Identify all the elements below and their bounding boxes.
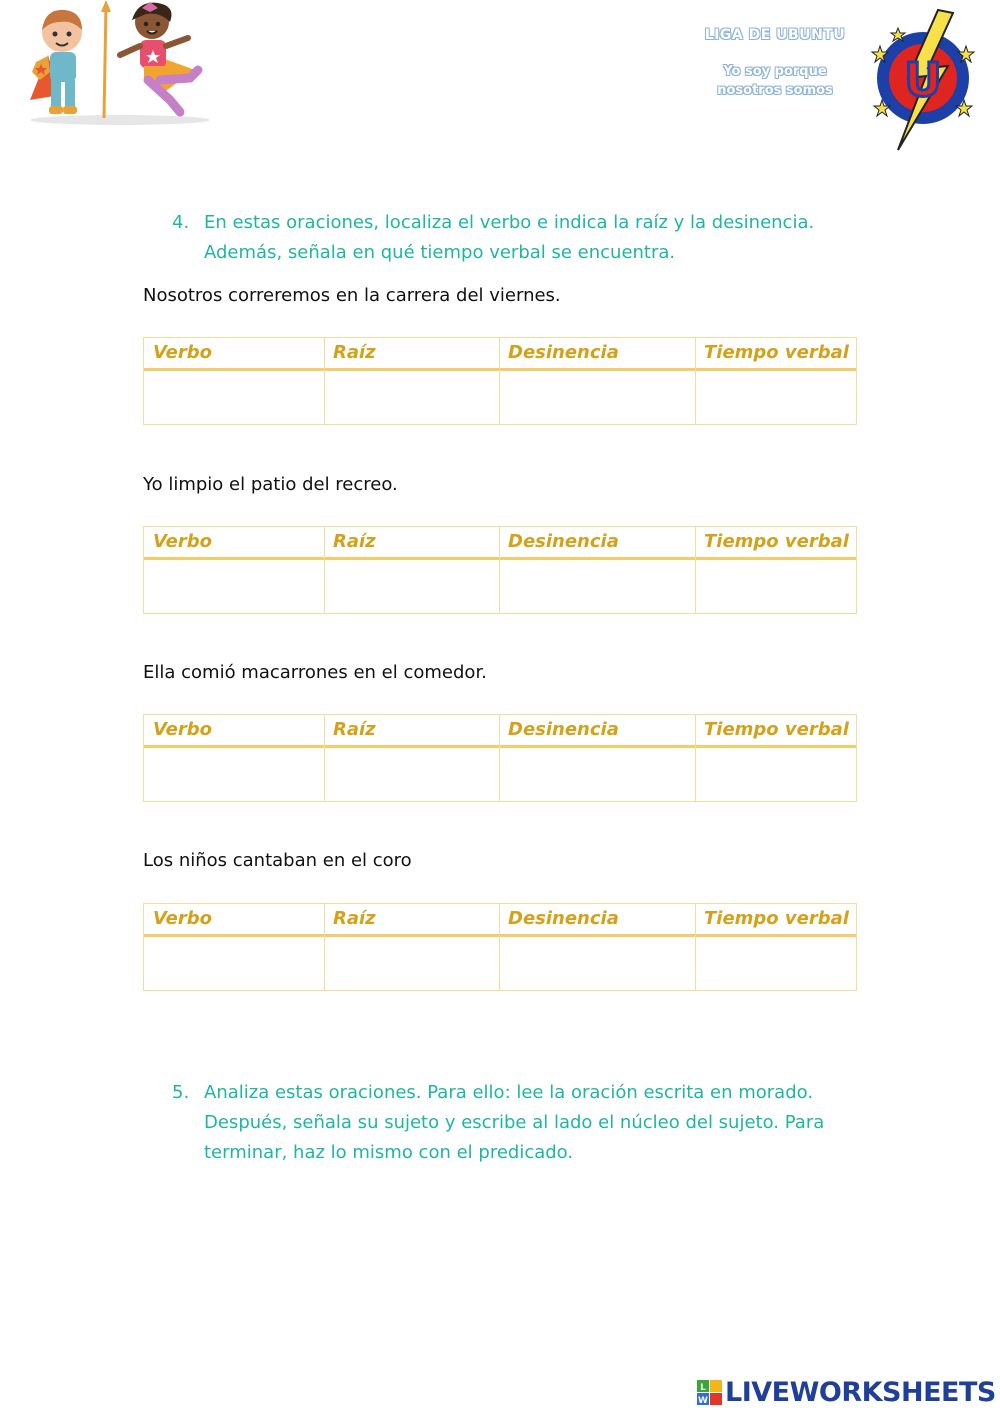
exercise-5-line-2: Después, señala su sujeto y escribe al lado el núcleo del sujeto. Para: [204, 1112, 825, 1133]
header-raiz: Raíz: [333, 342, 376, 363]
header-desinencia: Desinencia: [508, 719, 619, 740]
sentence-3: Ella comió macarrones en el comedor.: [143, 662, 487, 683]
liveworksheets-logo-icon: [697, 1380, 723, 1406]
liga-motto: [690, 62, 860, 100]
header-raiz: Raíz: [333, 908, 376, 929]
header-tiempo-verbal: Tiempo verbal: [704, 531, 849, 552]
exercise-4-line-1: En estas oraciones, localiza el verbo e indica la raíz y la desinencia.: [204, 212, 815, 233]
answer-desinencia-field[interactable]: [499, 560, 695, 614]
answer-tiempo-verbal-field[interactable]: [695, 371, 858, 425]
header-tiempo-verbal: Tiempo verbal: [704, 342, 849, 363]
logo-letter-w: W: [698, 1396, 708, 1406]
header-verbo: Verbo: [153, 719, 212, 740]
header-raiz: Raíz: [333, 531, 376, 552]
logo-letter-l: L: [700, 1383, 706, 1393]
answer-tiempo-verbal-field[interactable]: [695, 560, 858, 614]
exercise-5-instruction: [172, 1078, 856, 1168]
exercise-5-line-1: Analiza estas oraciones. Para ello: lee la oración escrita en morado.: [204, 1082, 814, 1103]
header-tiempo-verbal: Tiempo verbal: [704, 719, 849, 740]
answer-tiempo-verbal-field[interactable]: [695, 748, 858, 802]
header-desinencia: Desinencia: [508, 342, 619, 363]
header-raiz: Raíz: [333, 719, 376, 740]
header-verbo: Verbo: [153, 342, 212, 363]
motto-line-2: nosotros somos: [717, 83, 833, 98]
sentence-2: Yo limpio el patio del recreo.: [143, 474, 398, 495]
header-verbo: Verbo: [153, 908, 212, 929]
answer-desinencia-field[interactable]: [499, 748, 695, 802]
answer-raiz-field[interactable]: [324, 937, 499, 991]
verb-table-3: [143, 714, 857, 802]
liveworksheets-logo-text: LIVEWORKSHEETS: [725, 1377, 996, 1408]
boy-hero-figure: [30, 0, 111, 118]
verb-table-2: [143, 526, 857, 614]
exercise-4-number: 4.: [172, 212, 190, 233]
exercise-4-instruction: [172, 208, 856, 268]
ubuntu-league-emblem: [868, 8, 978, 153]
answer-raiz-field[interactable]: [324, 560, 499, 614]
girl-hero-figure: [120, 2, 198, 112]
header-desinencia: Desinencia: [508, 908, 619, 929]
answer-verbo-field[interactable]: [144, 560, 324, 614]
verb-table-4: [143, 903, 857, 991]
header-verbo: Verbo: [153, 531, 212, 552]
answer-desinencia-field[interactable]: [499, 371, 695, 425]
superhero-kids-illustration: [20, 0, 220, 128]
header-desinencia: Desinencia: [508, 531, 619, 552]
exercise-4-line-2: Además, señala en qué tiempo verbal se encuentra.: [204, 242, 676, 263]
answer-desinencia-field[interactable]: [499, 937, 695, 991]
answer-verbo-field[interactable]: [144, 748, 324, 802]
answer-verbo-field[interactable]: [144, 937, 324, 991]
emblem-letter: U: [904, 53, 942, 107]
sentence-4: Los niños cantaban en el coro: [143, 850, 412, 871]
answer-raiz-field[interactable]: [324, 748, 499, 802]
motto-line-1: Yo soy porque: [723, 64, 827, 79]
liga-title: LIGA DE UBUNTU: [704, 27, 846, 43]
answer-verbo-field[interactable]: [144, 371, 324, 425]
liveworksheets-logo: [697, 1378, 997, 1408]
exercise-5-number: 5.: [172, 1082, 190, 1103]
header-tiempo-verbal: Tiempo verbal: [704, 908, 849, 929]
answer-tiempo-verbal-field[interactable]: [695, 937, 858, 991]
exercise-5-line-3: terminar, haz lo mismo con el predicado.: [204, 1142, 574, 1163]
verb-table-1: [143, 337, 857, 425]
sentence-1: Nosotros correremos en la carrera del viernes.: [143, 285, 561, 306]
answer-raiz-field[interactable]: [324, 371, 499, 425]
